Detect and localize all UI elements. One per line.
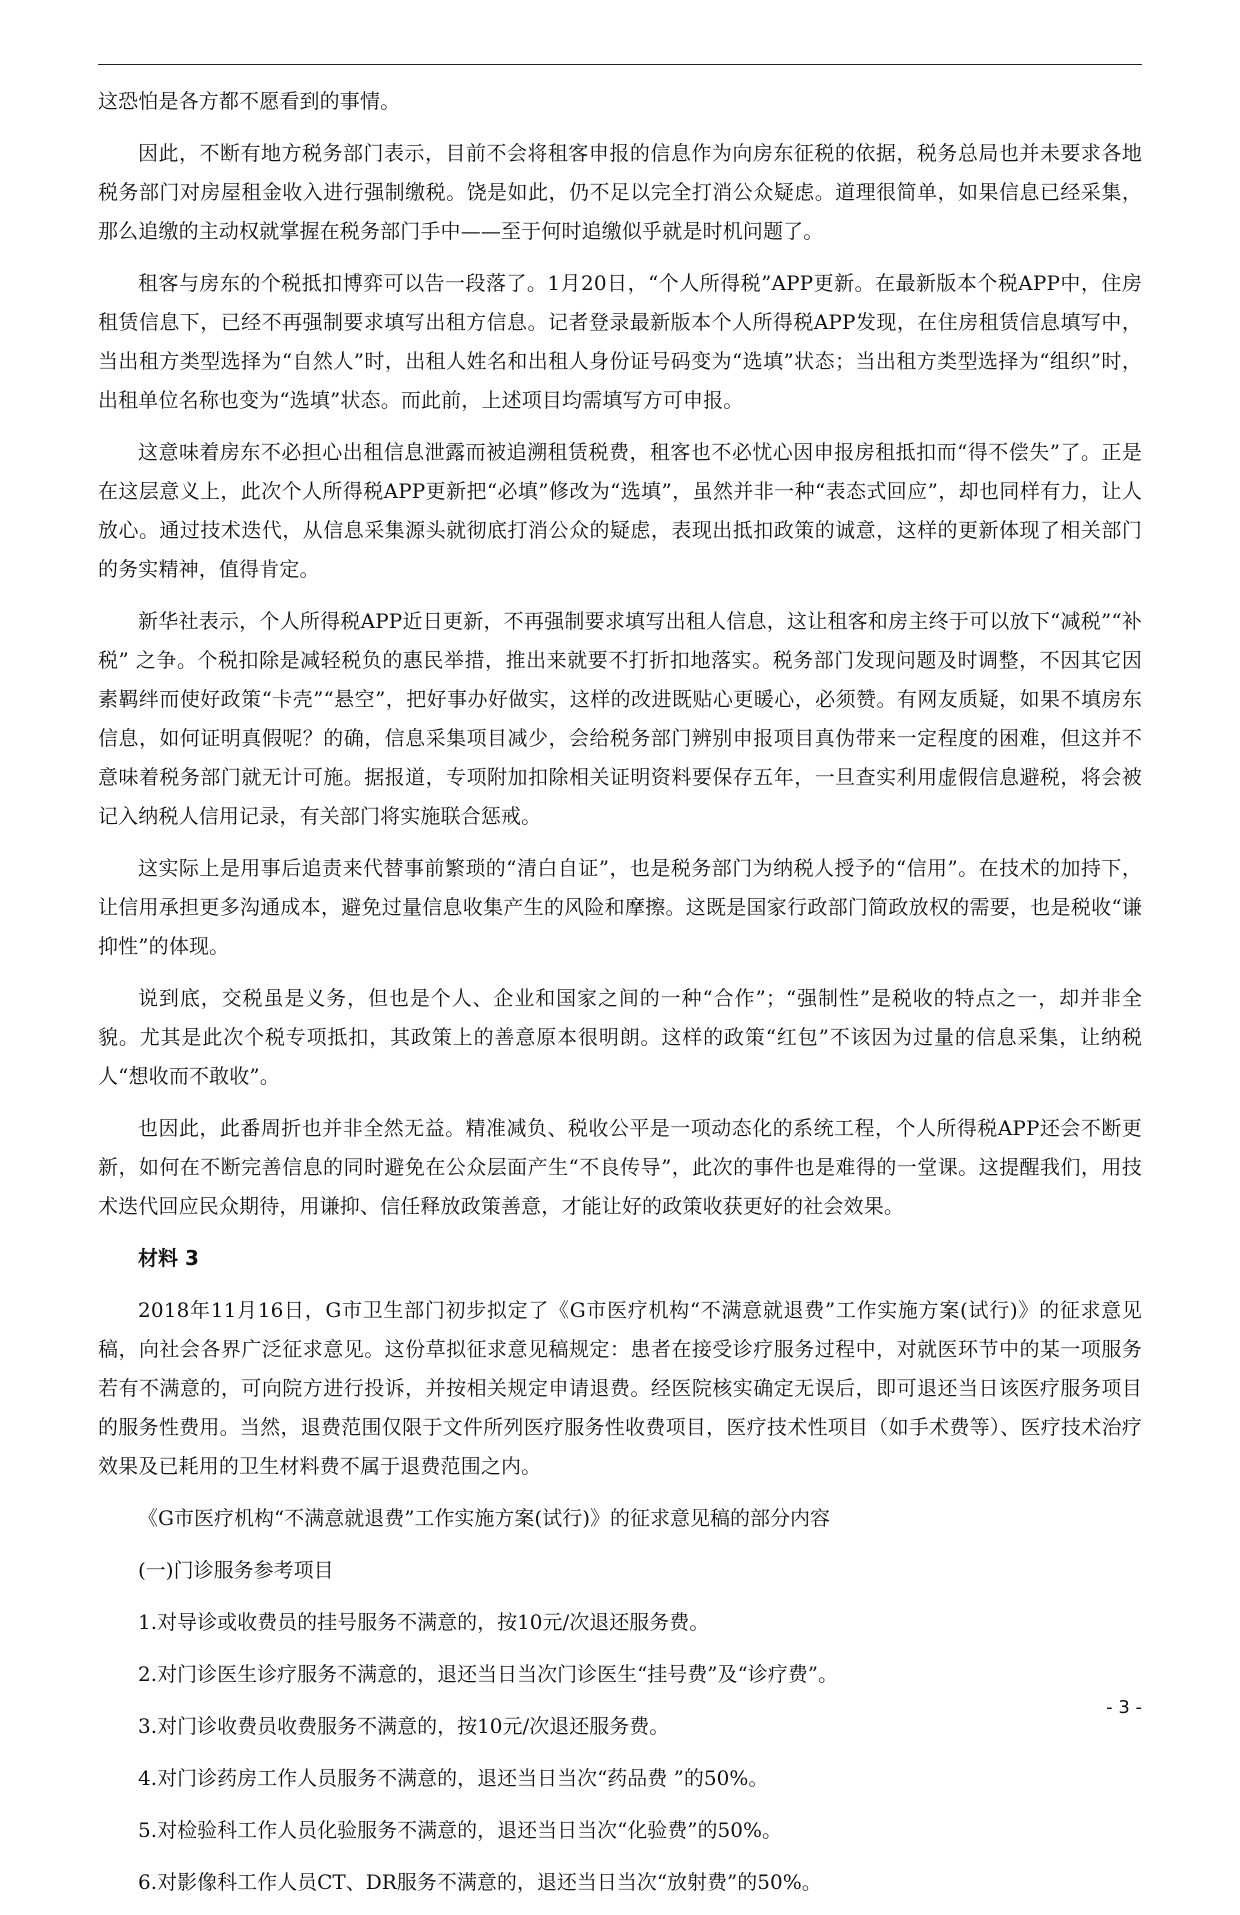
paragraph: 也因此，此番周折也并非全然无益。精准减负、税收公平是一项动态化的系统工程，个人所得税APP还会不断更新，如何在不断完善信息的同时避免在公众层面产生“不良传导”，此次的事件也是难得的一堂课。这提醒我们，用技术迭代回应民众期待，用谦抑、信任释放政策善意，才能让好的政策收获更好的社会效果。 [98,1116,1142,1218]
list-item: 2.对门诊医生诊疗服务不满意的，退还当日当次门诊医生“挂号费”及“诊疗费”。 [138,1662,838,1686]
section-title: (一)门诊服务参考项目 [138,1558,334,1582]
paragraph: 这实际上是用事后追责来代替事前繁琐的“清白自证”，也是税务部门为纳税人授予的“信用”。在技术的加持下，让信用承担更多沟通成本，避免过量信息收集产生的风险和摩擦。这既是国家行政部门简政放权的需要，也是税收“谦抑性”的体现。 [98,856,1142,958]
paragraph: 租客与房东的个税抵扣博弈可以告一段落了。1月20日，“个人所得税”APP更新。在最新版本个税APP中，住房租赁信息下，已经不再强制要求填写出租方信息。记者登录最新版本个人所得税APP发现，在住房租赁信息填写中，当出租方类型选择为“自然人”时，出租人姓名和出租人身份证号码变为“选填”状态；当出租方类型选择为“组织”时，出租单位名称也变为“选填”状态。而此前，上述项目均需填写方可申报。 [98,271,1142,412]
paragraph: 因此，不断有地方税务部门表示，目前不会将租客申报的信息作为向房东征税的依据，税务总局也并未要求各地税务部门对房屋租金收入进行强制缴税。饶是如此，仍不足以完全打消公众疑虑。道理很简单，如果信息已经采集，那么追缴的主动权就掌握在税务部门手中——至于何时追缴似乎就是时机问题了。 [98,141,1142,243]
doc-title: 《G市医疗机构“不满意就退费”工作实施方案(试行)》的征求意见稿的部分内容 [138,1506,831,1530]
paragraph: 这恐怕是各方都不愿看到的事情。 [98,89,401,113]
list-item: 1.对导诊或收费员的挂号服务不满意的，按10元/次退还服务费。 [138,1610,710,1634]
paragraph: 这意味着房东不必担心出租信息泄露而被追溯租赁税费，租客也不必忧心因申报房租抵扣而“得不偿失”了。正是在这层意义上，此次个人所得税APP更新把“必填”修改为“选填”，虽然并非一种“表态式回应”，却也同样有力，让人放心。通过技术迭代，从信息采集源头就彻底打消公众的疑虑，表现出抵扣政策的诚意，这样的更新体现了相关部门的务实精神，值得肯定。 [98,440,1142,581]
list-item: 5.对检验科工作人员化验服务不满意的，退还当日当次“化验费”的50%。 [138,1818,782,1842]
material-heading: 材料 3 [138,1246,199,1270]
list-item: 4.对门诊药房工作人员服务不满意的，退还当日当次“药品费 ”的50%。 [138,1766,769,1790]
document-body [98,82,1142,1915]
paragraph: 说到底，交税虽是义务，但也是个人、企业和国家之间的一种“合作”；“强制性”是税收的特点之一，却并非全貌。尤其是此次个税专项抵扣，其政策上的善意原本很明朗。这样的政策“红包”不该因为过量的信息采集，让纳税人“想收而不敢收”。 [98,986,1142,1088]
list-item: 3.对门诊收费员收费服务不满意的，按10元/次退还服务费。 [138,1714,670,1738]
page-number: - 3 - [1106,1697,1142,1718]
material-paragraph: 2018年11月16日，G市卫生部门初步拟定了《G市医疗机构“不满意就退费”工作实施方案(试行)》的征求意见稿，向社会各界广泛征求意见。这份草拟征求意见稿规定：患者在接受诊疗服务过程中，对就医环节中的某一项服务若有不满意的，可向院方进行投诉，并按相关规定申请退费。经医院核实确定无误后，即可退还当日该医疗服务项目的服务性费用。当然，退费范围仅限于文件所列医疗服务性收费项目，医疗技术性项目（如手术费等）、医疗技术治疗效果及已耗用的卫生材料费不属于退费范围之内。 [98,1298,1142,1478]
paragraph: 新华社表示，个人所得税APP近日更新，不再强制要求填写出租人信息，这让租客和房主终于可以放下“减税”“补税” 之争。个税扣除是减轻税负的惠民举措，推出来就要不打折扣地落实。税务部门发现问题及时调整，不因其它因素羁绊而使好政策“卡壳”“悬空”，把好事办好做实，这样的改进既贴心更暖心，必须赞。有网友质疑，如果不填房东信息，如何证明真假呢？的确，信息采集项目减少，会给税务部门辨别申报项目真伪带来一定程度的困难，但这并不意味着税务部门就无计可施。据报道，专项附加扣除相关证明资料要保存五年，一旦查实利用虚假信息避税，将会被记入纳税人信用记录，有关部门将实施联合惩戒。 [98,609,1142,828]
list-item: 6.对影像科工作人员CT、DR服务不满意的，退还当日当次“放射费”的50%。 [138,1870,822,1894]
header-rule [98,64,1142,65]
